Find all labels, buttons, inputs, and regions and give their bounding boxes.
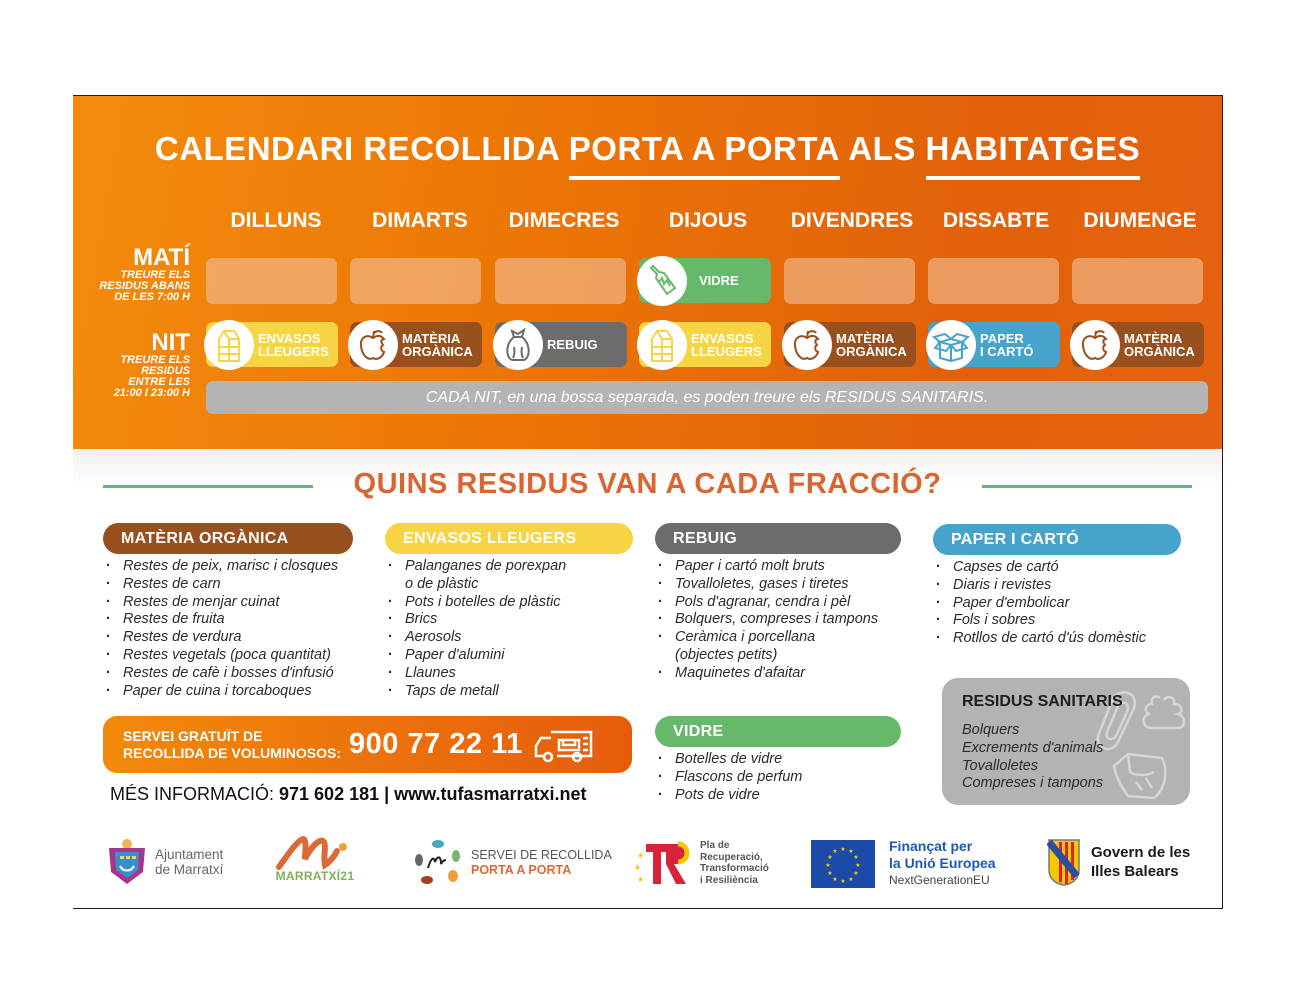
svg-text:★: ★ bbox=[827, 870, 833, 877]
title-part: ALS bbox=[839, 130, 926, 167]
svg-text:★: ★ bbox=[840, 878, 846, 885]
info-separator: | bbox=[379, 784, 395, 804]
marratxi21-text: MARRATXÍ21 bbox=[275, 869, 355, 883]
leaves-circle-icon bbox=[413, 838, 463, 888]
svg-text:★: ★ bbox=[637, 851, 645, 860]
slot-label: REBUIG bbox=[547, 337, 598, 352]
list-item: · Restes de menjar cuinat bbox=[103, 594, 353, 612]
slot-label-line: LLEUGERS bbox=[691, 343, 762, 359]
svg-text:★: ★ bbox=[827, 854, 833, 861]
eu-flag-icon bbox=[811, 840, 875, 888]
box-icon bbox=[926, 320, 976, 370]
slot-nit-dissabte-paper bbox=[928, 322, 1060, 367]
svg-text:★: ★ bbox=[848, 876, 854, 883]
category-list bbox=[933, 559, 1181, 648]
category-header: MATÈRIA ORGÀNICA bbox=[103, 523, 353, 554]
list-item: · Restes vegetals (poca quantitat) bbox=[103, 647, 353, 665]
list-item: · Botelles de vidre bbox=[655, 751, 901, 769]
logo-servei-porta-a-porta bbox=[413, 838, 612, 888]
row-title: NIT bbox=[151, 329, 190, 356]
list-item: · Rotllos de cartó d'ús domèstic bbox=[933, 630, 1181, 648]
info-phone[interactable]: 971 602 181 bbox=[279, 784, 380, 804]
list-item: Excrements d'animals bbox=[962, 739, 1104, 756]
slot-mati-diumenge bbox=[1072, 258, 1203, 304]
logo-union-europea bbox=[811, 838, 996, 889]
list-item: · Restes de peix, marisc i closques bbox=[103, 558, 353, 576]
list-item: · Pots i botelles de plàstic bbox=[385, 594, 633, 612]
slot-label: VIDRE bbox=[699, 273, 739, 288]
category-list bbox=[385, 558, 633, 700]
logo-text-line: SERVEI DE RECOLLIDA bbox=[471, 848, 612, 862]
category-organica bbox=[103, 523, 353, 700]
title-rule-right bbox=[982, 485, 1192, 488]
list-item: · Palanganes de porexpan bbox=[385, 558, 633, 576]
title-part: CALENDARI RECOLLIDA bbox=[154, 130, 569, 167]
list-item: · Fols i sobres bbox=[933, 612, 1181, 630]
list-item: · Bolquers, compreses i tampons bbox=[655, 611, 901, 629]
category-list bbox=[103, 558, 353, 700]
logo-text-line: i Resiliència bbox=[700, 874, 758, 886]
slot-label bbox=[980, 332, 1033, 358]
title-part-underlined: PORTA A PORTA bbox=[568, 130, 840, 167]
truck-sofa-icon bbox=[533, 726, 595, 764]
slot-mati-dissabte bbox=[928, 258, 1059, 304]
slot-label bbox=[836, 332, 907, 358]
voluminosos-line: RECOLLIDA DE VOLUMINOSOS: bbox=[123, 744, 342, 761]
slot-mati-dimarts bbox=[350, 258, 481, 304]
day-divendres: DIVENDRES bbox=[790, 209, 914, 232]
apple-icon bbox=[348, 320, 398, 370]
ajuntament-text bbox=[155, 847, 223, 877]
svg-text:★: ★ bbox=[840, 846, 846, 853]
slot-label bbox=[258, 332, 329, 358]
slot-label bbox=[1124, 332, 1195, 358]
sanitaris-box bbox=[942, 678, 1190, 805]
category-list bbox=[655, 558, 901, 683]
day-dijous: DIJOUS bbox=[668, 209, 748, 232]
govern-text bbox=[1091, 843, 1190, 881]
info-label: MÉS INFORMACIÓ: bbox=[110, 784, 280, 804]
row-title: MATÍ bbox=[133, 244, 190, 271]
servei-text bbox=[471, 848, 612, 878]
voluminosos-banner bbox=[103, 716, 632, 773]
voluminosos-line: SERVEI GRATUÏT DE bbox=[123, 727, 263, 744]
logo-text-line: Ajuntament bbox=[155, 847, 224, 862]
tr-mark-icon bbox=[634, 838, 696, 888]
list-item: · Paper de cuina i torcaboques bbox=[103, 683, 353, 701]
section-title-text: QUINS RESIDUS VAN A CADA FRACCIÓ? bbox=[353, 468, 942, 500]
slot-label-line: ENVASOS bbox=[258, 330, 321, 346]
apple-icon bbox=[1070, 320, 1120, 370]
eu-text bbox=[889, 838, 996, 889]
info-website-link[interactable]: www.tufasmarratxi.net bbox=[394, 784, 587, 804]
list-item: · Paper i cartó molt bruts bbox=[655, 558, 901, 576]
list-item-continuation: (objectes petits) bbox=[675, 646, 778, 663]
list-item: · Pots de vidre bbox=[655, 787, 901, 805]
row-label-nit bbox=[114, 331, 190, 399]
list-item: Bolquers bbox=[962, 722, 1020, 738]
list-item: · Aerosols bbox=[385, 629, 633, 647]
bottle-icon bbox=[637, 256, 687, 306]
day-headers bbox=[206, 209, 1206, 233]
sanitaris-notice: CADA NIT, en una bossa separada, es poden treure els RESIDUS SANITARIS. bbox=[206, 381, 1208, 414]
day-dissabte: DISSABTE bbox=[942, 209, 1050, 232]
carton-icon bbox=[637, 320, 687, 370]
list-item: · Maquinetes d'afaitar bbox=[655, 665, 901, 683]
logo-text-line: Transformació bbox=[700, 863, 769, 874]
logo-text-line: Recuperació, bbox=[700, 851, 763, 863]
svg-text:★: ★ bbox=[855, 862, 861, 869]
slot-mati-dijous-vidre bbox=[639, 258, 771, 303]
slot-label-line: ORGÀNICA bbox=[1124, 343, 1195, 359]
slot-label-line: MATÈRIA bbox=[402, 330, 461, 346]
row-note: 21:00 I 23:00 H bbox=[113, 387, 190, 399]
day-dimecres: DIMECRES bbox=[508, 209, 620, 232]
calendar-band bbox=[73, 96, 1222, 449]
slot-label bbox=[691, 332, 762, 358]
logo-ajuntament-marratxi bbox=[105, 838, 223, 886]
svg-text:★: ★ bbox=[853, 870, 859, 877]
slot-nit-dimarts-organica bbox=[350, 322, 482, 367]
logo-text-line: Finançat per bbox=[889, 838, 973, 854]
list-item: · Taps de metall bbox=[385, 683, 633, 701]
list-item: · Restes de fruita bbox=[103, 611, 353, 629]
slot-label-line: LLEUGERS bbox=[258, 343, 329, 359]
category-header: VIDRE bbox=[655, 716, 901, 747]
logo-text-line: NextGenerationEU bbox=[889, 873, 990, 887]
logo-text-line: de Marratxí bbox=[155, 862, 224, 877]
slot-mati-dimecres bbox=[495, 258, 626, 304]
marratxi21-mark-icon bbox=[275, 833, 355, 873]
logo-text-line: la Unió Europea bbox=[889, 855, 996, 871]
slot-mati-dilluns bbox=[206, 258, 337, 304]
list-item: · Brics bbox=[385, 611, 633, 629]
list-item-continuation: o de plàstic bbox=[405, 575, 479, 592]
list-item: · Tovalloletes, gases i tiretes bbox=[655, 576, 901, 594]
slot-nit-dilluns-envasos bbox=[206, 322, 338, 367]
svg-text:★: ★ bbox=[634, 863, 642, 872]
category-header: PAPER I CARTÓ bbox=[933, 524, 1181, 555]
list-item: Tovalloletes bbox=[962, 757, 1039, 774]
list-item: · Restes de verdura bbox=[103, 629, 353, 647]
slot-mati-divendres bbox=[784, 258, 915, 304]
logo-govern-illes-balears bbox=[1047, 838, 1190, 886]
list-item: · Diaris i revistes bbox=[933, 577, 1181, 595]
row-note: RESIDUS bbox=[141, 365, 190, 377]
category-header: REBUIG bbox=[655, 523, 901, 554]
row-note: ENTRE LES bbox=[128, 376, 190, 388]
logo-text-line: Govern de les bbox=[1091, 844, 1191, 861]
slot-nit-diumenge-organica bbox=[1072, 322, 1204, 367]
slot-label-line: I CARTÓ bbox=[980, 343, 1034, 359]
day-dilluns: DILLUNS bbox=[230, 209, 322, 232]
slot-nit-dimecres-rebuig bbox=[495, 322, 627, 367]
logo-pla-recuperacio bbox=[634, 838, 769, 888]
calendar-title bbox=[73, 130, 1222, 168]
slot-nit-dijous-envasos bbox=[639, 322, 771, 367]
row-label-mati bbox=[99, 246, 190, 303]
carton-icon bbox=[204, 320, 254, 370]
slot-nit-divendres-organica bbox=[784, 322, 916, 367]
list-item: · Restes de cafè i bosses d'infusió bbox=[103, 665, 353, 683]
list-item: · Pols d'agranar, cendra i pèl bbox=[655, 594, 901, 612]
slot-label-line: MATÈRIA bbox=[836, 330, 895, 346]
voluminosos-phone[interactable]: 900 77 22 11 bbox=[349, 728, 523, 760]
apple-icon bbox=[782, 320, 832, 370]
poster bbox=[73, 95, 1223, 909]
pla-text bbox=[700, 840, 769, 886]
list-item: · Paper d'alumini bbox=[385, 647, 633, 665]
slot-label-line: MATÈRIA bbox=[1124, 330, 1183, 346]
category-header: ENVASOS LLEUGERS bbox=[385, 523, 633, 554]
logo-text-line: Illes Balears bbox=[1091, 863, 1179, 880]
day-diumenge: DIUMENGE bbox=[1083, 209, 1197, 232]
row-note: DE LES 7:00 H bbox=[114, 291, 190, 303]
slot-label-line: ORGÀNICA bbox=[402, 343, 473, 359]
list-item: · Paper d'embolicar bbox=[933, 595, 1181, 613]
list-item: · Restes de carn bbox=[103, 576, 353, 594]
balearic-shield-icon bbox=[1047, 838, 1081, 886]
logo-text-line: Pla de bbox=[700, 840, 730, 851]
list-item: · Capses de cartó bbox=[933, 559, 1181, 577]
slot-label-line: PAPER bbox=[980, 330, 1024, 346]
slot-label bbox=[402, 332, 473, 358]
svg-text:★: ★ bbox=[637, 875, 645, 884]
voluminosos-text bbox=[123, 728, 341, 762]
slot-label-line: ENVASOS bbox=[691, 330, 754, 346]
logo-text-line: PORTA A PORTA bbox=[471, 863, 572, 877]
category-paper bbox=[933, 524, 1181, 648]
svg-text:★: ★ bbox=[853, 854, 859, 861]
row-note: RESIDUS ABANS bbox=[99, 280, 190, 292]
more-info bbox=[110, 784, 587, 805]
list-item: Compreses i tampons bbox=[962, 775, 1104, 792]
day-dimarts: DIMARTS bbox=[372, 209, 468, 232]
trash-bag-icon bbox=[493, 320, 543, 370]
list-item: · Ceràmica i porcellana bbox=[655, 629, 901, 647]
title-part-underlined: HABITATGES bbox=[925, 130, 1141, 167]
list-item: · Flascons de perfum bbox=[655, 769, 901, 787]
list-item: · Llaunes bbox=[385, 665, 633, 683]
category-list bbox=[655, 751, 901, 804]
logo-marratxi21 bbox=[275, 833, 355, 883]
category-rebuig bbox=[655, 523, 901, 683]
sanitaris-list bbox=[962, 722, 1103, 793]
coat-of-arms-icon bbox=[105, 838, 149, 886]
row-note: TREURE ELS bbox=[120, 269, 190, 281]
slot-label-line: ORGÀNICA bbox=[836, 343, 907, 359]
svg-text:★: ★ bbox=[832, 848, 838, 855]
row-note: TREURE ELS bbox=[120, 354, 190, 366]
sanitaris-title: RESIDUS SANITARIS bbox=[962, 693, 1123, 710]
category-vidre bbox=[655, 716, 901, 804]
svg-text:★: ★ bbox=[848, 848, 854, 855]
svg-text:★: ★ bbox=[825, 862, 831, 869]
svg-text:★: ★ bbox=[832, 876, 838, 883]
category-envasos bbox=[385, 523, 633, 700]
